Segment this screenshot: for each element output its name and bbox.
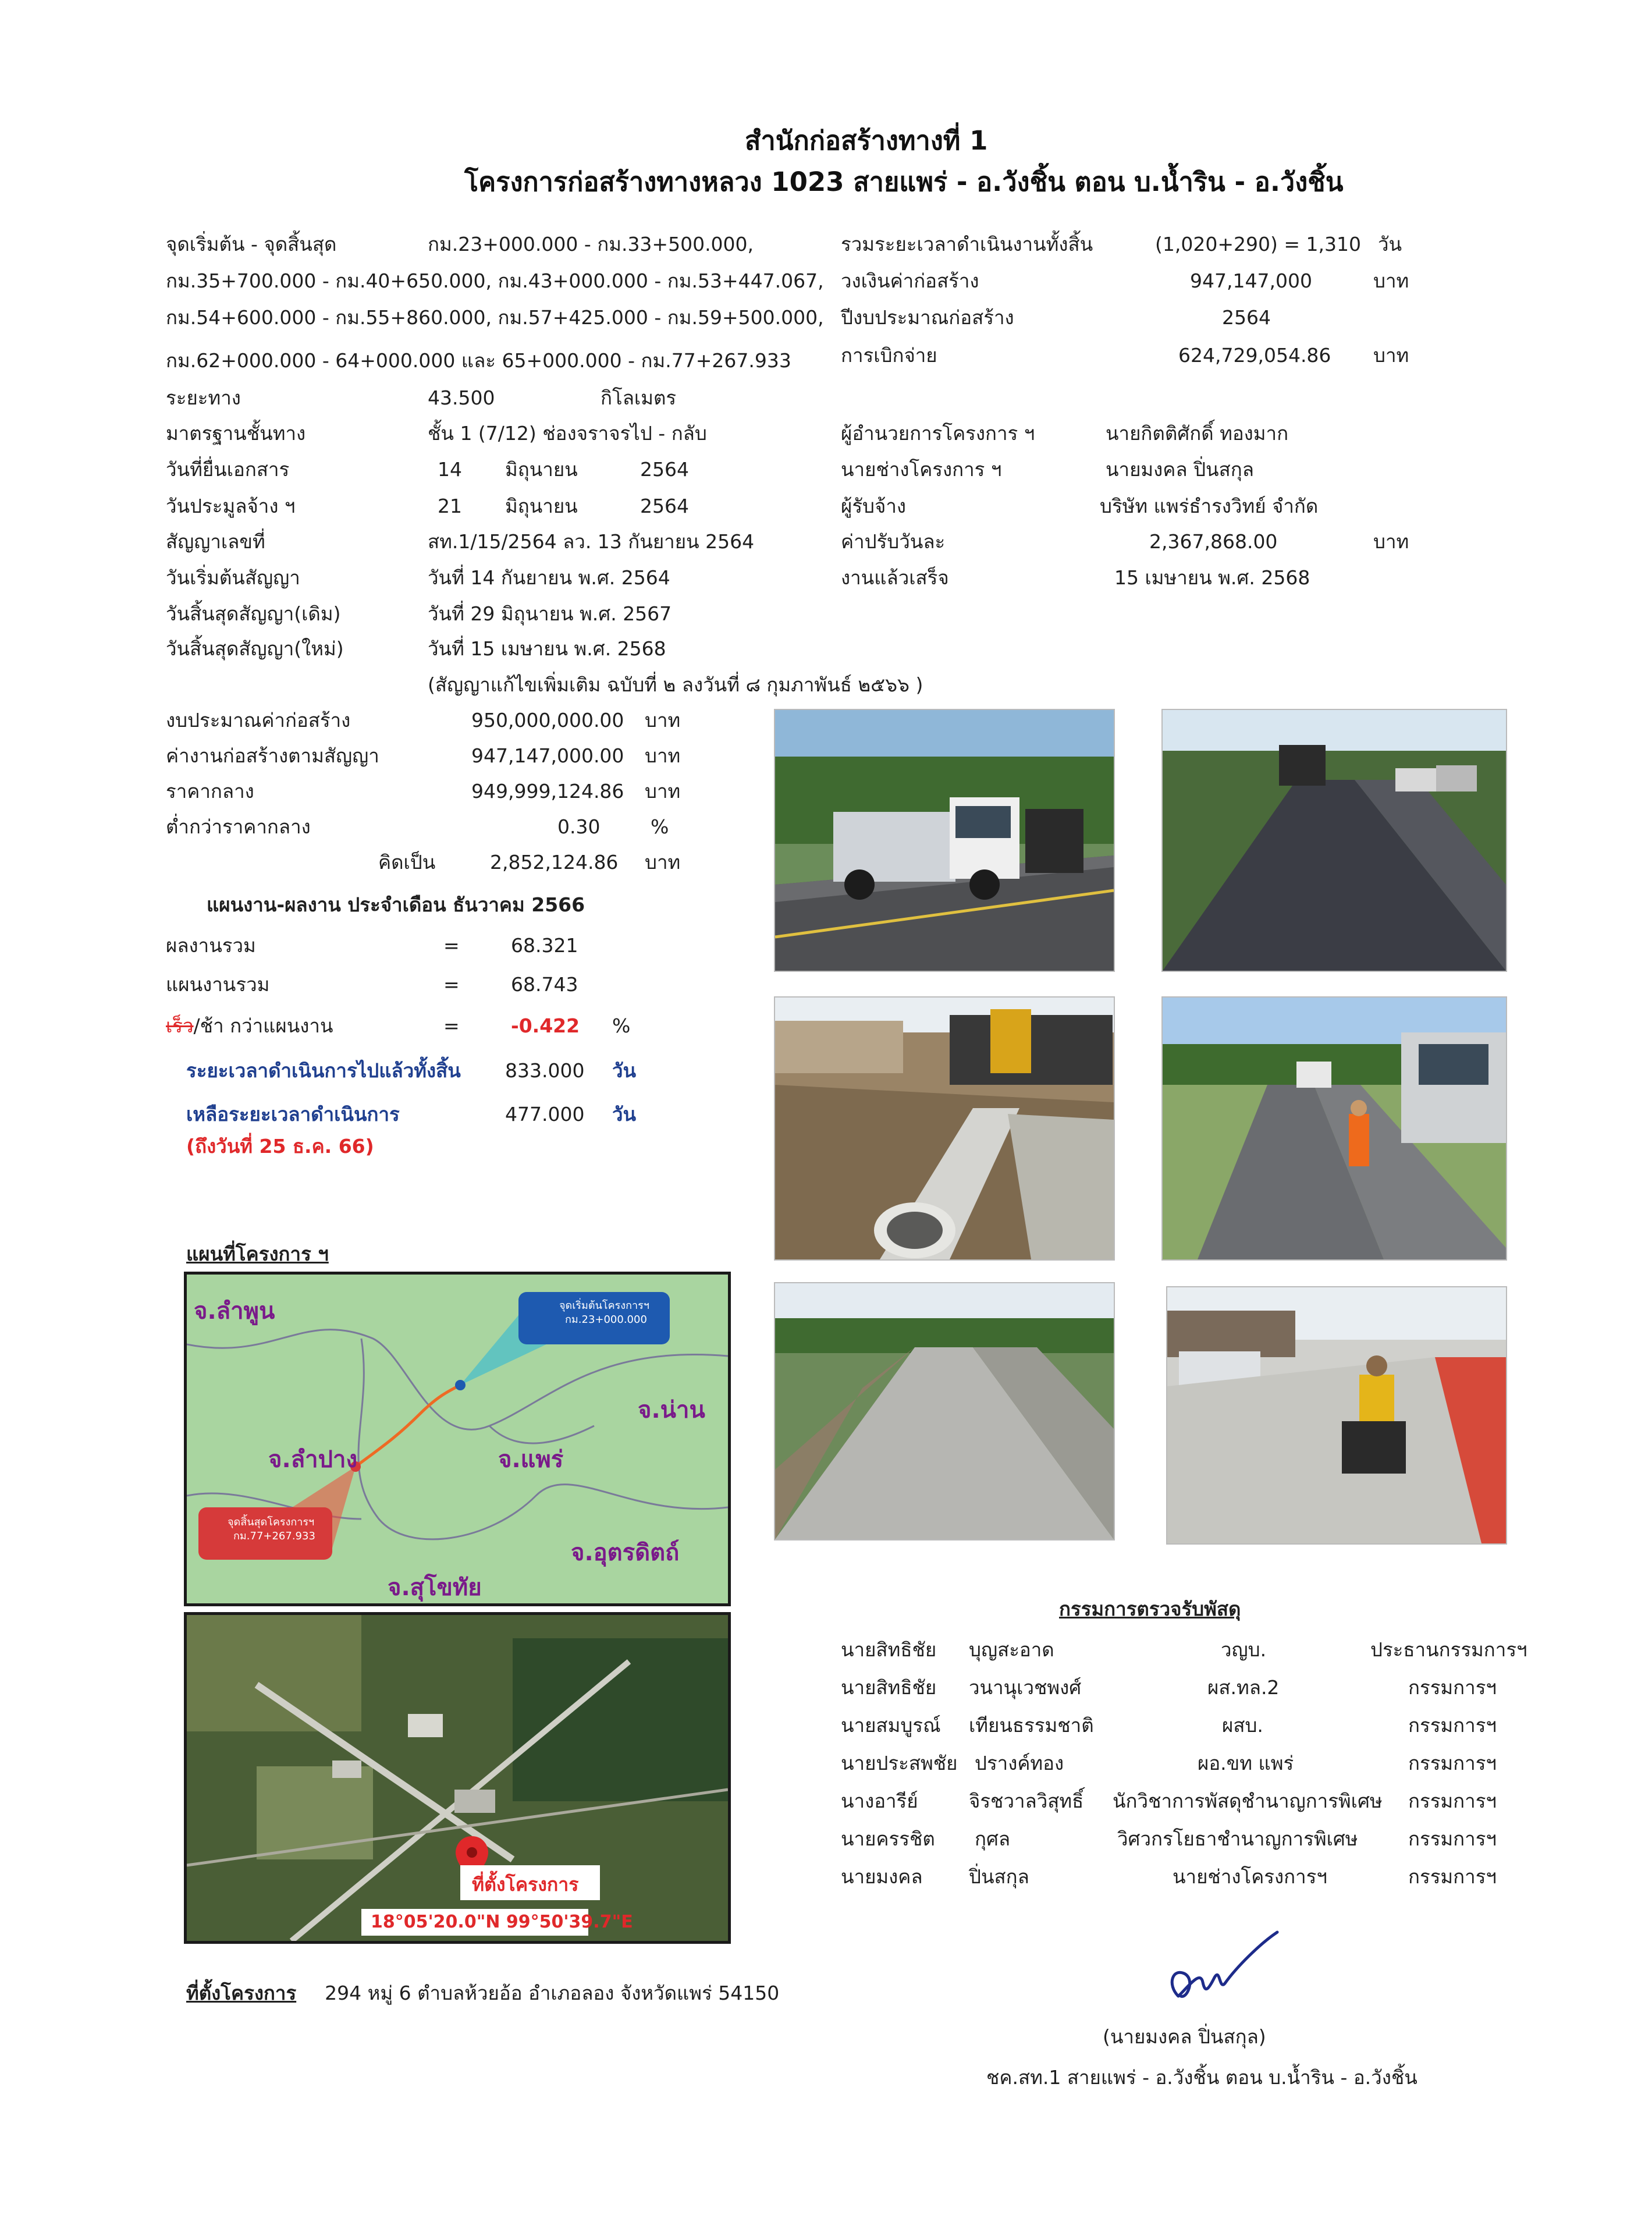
elapsed-label: ระยะเวลาดำเนินการไปแล้วทั้งสิ้น <box>186 1059 461 1082</box>
finance-contract-value: 947,147,000.00 <box>471 744 624 767</box>
member-position: นายช่างโครงการฯ <box>1173 1865 1327 1888</box>
finance-median-value: 949,999,124.86 <box>471 780 624 803</box>
total-time-unit: วัน <box>1378 233 1402 255</box>
standard-label: มาตรฐานชั้นทาง <box>166 422 306 445</box>
member-first-name: นายสิทธิชัย <box>841 1638 937 1661</box>
doc-date-label: วันที่ยื่นเอกสาร <box>166 458 290 481</box>
label-lamphun: จ.ลำพูน <box>194 1298 275 1325</box>
distance-value: 43.500 <box>428 386 495 409</box>
member-position: ผสบ. <box>1222 1714 1263 1737</box>
finance-contract-label: ค่างานก่อสร้างตามสัญญา <box>166 744 379 767</box>
finance-budget-value: 950,000,000.00 <box>471 709 624 732</box>
disbursement-unit: บาท <box>1373 344 1409 367</box>
label-lampang: จ.ลำปาง <box>268 1446 357 1473</box>
contractor-label: ผู้รับจ้าง <box>841 495 906 517</box>
photo-dump-trucks <box>774 709 1115 972</box>
finance-equivalent-value: 2,852,124.86 <box>490 851 619 874</box>
progress-title: แผนงาน-ผลงาน ประจำเดือน ธันวาคม 2566 <box>207 893 585 916</box>
fiscal-year-value: 2564 <box>1222 306 1271 329</box>
finish-label: งานแล้วเสร็จ <box>841 566 949 589</box>
member-role: กรรมการฯ <box>1408 1714 1497 1737</box>
contract-start-value: วันที่ 14 กันยายน พ.ศ. 2564 <box>428 566 670 589</box>
signature-mark <box>1149 1921 1289 2019</box>
contractor-value: บริษัท แพร่ธำรงวิทย์ จำกัด <box>1100 495 1319 517</box>
member-role: กรรมการฯ <box>1408 1865 1497 1888</box>
contract-no-label: สัญญาเลขที่ <box>166 530 265 553</box>
finance-median-label: ราคากลาง <box>166 780 254 803</box>
bid-date-day: 21 <box>438 495 462 517</box>
member-last-name: บุญสะอาด <box>969 1638 1054 1661</box>
location-label: ที่ตั้งโครงการ <box>186 1982 297 2004</box>
disbursement-value: 624,729,054.86 <box>1178 344 1331 367</box>
remaining-unit: วัน <box>612 1103 637 1126</box>
diff-label-row <box>166 1014 333 1038</box>
contract-end-new-value: วันที่ 15 เมษายน พ.ศ. 2568 <box>428 637 666 660</box>
diff-equals: = <box>443 1014 460 1037</box>
actual-equals: = <box>443 934 460 957</box>
diff-struck-word: เร็ว <box>166 1014 194 1037</box>
doc-date-month: มิถุนายน <box>505 458 578 481</box>
diff-value: -0.422 <box>511 1014 580 1037</box>
engineer-label: นายช่างโครงการ ฯ <box>841 458 1002 481</box>
amendment-note: (สัญญาแก้ไขเพิ่มเติม ฉบับที่ ๒ ลงวันที่ ๘ กุมภาพันธ์ ๒๕๖๖ ) <box>428 673 923 696</box>
distance-label: ระยะทาง <box>166 386 241 409</box>
plan-equals: = <box>443 973 460 996</box>
total-time-value: (1,020+290) = 1,310 <box>1155 233 1361 255</box>
total-time-label: รวมระยะเวลาดำเนินงานทั้งสิ้น <box>841 233 1093 255</box>
contract-no-value: สท.1/15/2564 ลว. 13 กันยายน 2564 <box>428 530 755 553</box>
diff-label: /ช้า กว่าแผนงาน <box>193 1014 333 1037</box>
finish-value: 15 เมษายน พ.ศ. 2568 <box>1114 566 1310 589</box>
member-position: วิศวกรโยธาชำนาญการพิเศษ <box>1117 1827 1358 1850</box>
label-nan: จ.น่าน <box>638 1397 705 1424</box>
contract-end-old-value: วันที่ 29 มิถุนายน พ.ศ. 2567 <box>428 602 672 625</box>
fine-unit: บาท <box>1373 530 1409 553</box>
site-label: ที่ตั้งโครงการ <box>472 1873 579 1896</box>
bid-date-year: 2564 <box>640 495 689 517</box>
member-first-name: นายสมบูรณ์ <box>841 1714 941 1737</box>
finance-equivalent-unit: บาท <box>645 851 681 874</box>
km-line-3: กม.54+600.000 - กม.55+860.000, กม.57+425.000 - กม.59+500.000, <box>166 306 824 329</box>
end-callout-km: กม.77+267.933 <box>233 1530 315 1542</box>
fine-label: ค่าปรับวันละ <box>841 530 946 553</box>
finance-below-label: ต่ำกว่าราคากลาง <box>166 815 311 838</box>
doc-date-year: 2564 <box>640 458 689 481</box>
signer-name: (นายมงคล ปิ่นสกุล) <box>1103 2025 1266 2048</box>
start-callout-km: กม.23+000.000 <box>565 1314 647 1326</box>
photo-concrete-road <box>774 1282 1115 1541</box>
member-last-name: จิรชวาลวิสุทธิ์ <box>969 1790 1084 1812</box>
budget-label: วงเงินค่าก่อสร้าง <box>841 269 979 292</box>
actual-label: ผลงานรวม <box>166 934 256 957</box>
site-coordinates: 18°05'20.0"N 99°50'39.7"E <box>371 1912 633 1932</box>
member-role: ประธานกรรมการฯ <box>1370 1638 1527 1661</box>
fiscal-year-label: ปีงบประมาณก่อสร้าง <box>841 306 1014 329</box>
budget-unit: บาท <box>1373 269 1409 292</box>
finance-below-unit: % <box>651 815 669 838</box>
km-line-4: กม.62+000.000 - 64+000.000 และ 65+000.000 - กม.77+267.933 <box>166 349 791 372</box>
member-position: ผส.ทล.2 <box>1207 1676 1280 1699</box>
member-position: นักวิชาการพัสดุชำนาญการพิเศษ <box>1113 1790 1383 1812</box>
member-first-name: นายครรชิต <box>841 1827 935 1850</box>
photo-road-workers <box>1161 996 1507 1261</box>
member-first-name: นายมงคล <box>841 1865 923 1888</box>
start-callout-title: จุดเริ่มต้นโครงการฯ <box>559 1300 649 1312</box>
actual-value: 68.321 <box>511 934 578 957</box>
elapsed-unit: วัน <box>612 1059 637 1082</box>
remaining-value: 477.000 <box>505 1103 585 1126</box>
label-sukhothai: จ.สุโขทัย <box>388 1574 482 1601</box>
member-first-name: นางอารีย์ <box>841 1790 918 1812</box>
member-last-name: ปิ่นสกุล <box>969 1865 1029 1888</box>
engineer-value: นายมงคล ปิ่นสกุล <box>1106 458 1254 481</box>
end-callout-title: จุดสิ้นสุดโครงการฯ <box>228 1516 315 1528</box>
member-position: วญบ. <box>1221 1638 1267 1661</box>
satellite-map <box>184 1612 731 1944</box>
finance-budget-label: งบประมาณค่าก่อสร้าง <box>166 709 351 732</box>
location-row <box>186 1982 779 2005</box>
finance-contract-unit: บาท <box>645 744 681 767</box>
fine-value: 2,367,868.00 <box>1149 530 1278 553</box>
disbursement-label: การเบิกจ่าย <box>841 344 937 367</box>
km-line-2: กม.35+700.000 - กม.40+650.000, กม.43+000.000 - กม.53+447.067, <box>166 269 824 292</box>
km-line-1: กม.23+000.000 - กม.33+500.000, <box>428 233 754 255</box>
member-role: กรรมการฯ <box>1408 1790 1497 1812</box>
distance-unit: กิโลเมตร <box>601 386 677 409</box>
contract-start-label: วันเริ่มต้นสัญญา <box>166 566 300 589</box>
member-role: กรรมการฯ <box>1408 1752 1497 1774</box>
signer-position: ชค.สท.1 สายแพร่ - อ.วังชิ้น ตอน บ.น้ำริน - อ.วังชิ้น <box>986 2066 1417 2089</box>
plan-label: แผนงานรวม <box>166 973 270 996</box>
plan-value: 68.743 <box>511 973 578 996</box>
photo-concrete-finishing <box>1166 1286 1507 1545</box>
committee-title: กรรมการตรวจรับพัสดุ <box>1059 1598 1241 1620</box>
photo-asphalt-road <box>1161 709 1507 972</box>
elapsed-value: 833.000 <box>505 1059 585 1082</box>
member-first-name: นายประสพชัย <box>841 1752 958 1774</box>
finance-equivalent-label: คิดเป็น <box>378 851 436 874</box>
diff-unit: % <box>612 1014 631 1037</box>
member-last-name: ปรางค์ทอง <box>975 1752 1064 1774</box>
photo-drainage-pipe <box>774 996 1115 1261</box>
standard-value: ชั้น 1 (7/12) ช่องจราจรไป - กลับ <box>428 422 707 445</box>
label-uttaradit: จ.อุตรดิตถ์ <box>571 1539 680 1566</box>
director-value: นายกิตติศักดิ์ ทองมาก <box>1106 422 1289 445</box>
finance-budget-unit: บาท <box>645 709 681 732</box>
contract-end-old-label: วันสิ้นสุดสัญญา(เดิม) <box>166 602 341 625</box>
office-title: สำนักก่อสร้างทางที่ 1 <box>745 125 988 156</box>
map-title: แผนที่โครงการ ฯ <box>186 1243 329 1265</box>
member-role: กรรมการฯ <box>1408 1827 1497 1850</box>
member-role: กรรมการฯ <box>1408 1676 1497 1699</box>
member-position: ผอ.ขท แพร่ <box>1198 1752 1294 1774</box>
member-last-name: วนานุเวชพงศ์ <box>969 1676 1082 1699</box>
director-label: ผู้อำนวยการโครงการ ฯ <box>841 422 1035 445</box>
region-map <box>184 1272 731 1606</box>
location-address: 294 หมู่ 6 ตำบลห้วยอ้อ อำเภอลอง จังหวัดแพร่ 54150 <box>325 1982 780 2004</box>
budget-value: 947,147,000 <box>1190 269 1312 292</box>
finance-below-value: 0.30 <box>557 815 601 838</box>
doc-date-day: 14 <box>438 458 462 481</box>
finance-median-unit: บาท <box>645 780 681 803</box>
remaining-label: เหลือระยะเวลาดำเนินการ <box>186 1103 400 1126</box>
member-last-name: กุศล <box>975 1827 1011 1850</box>
project-title: โครงการก่อสร้างทางหลวง 1023 สายแพร่ - อ.วังชิ้น ตอน บ.น้ำริน - อ.วังชิ้น <box>464 166 1344 197</box>
contract-end-new-label: วันสิ้นสุดสัญญา(ใหม่) <box>166 637 344 660</box>
as-of-date: (ถึงวันที่ 25 ธ.ค. 66) <box>186 1135 374 1158</box>
member-first-name: นายสิทธิชัย <box>841 1676 937 1699</box>
member-last-name: เทียนธรรมชาติ <box>969 1714 1094 1737</box>
bid-date-month: มิถุนายน <box>505 495 578 517</box>
start-end-label: จุดเริ่มต้น - จุดสิ้นสุด <box>166 233 337 255</box>
bid-date-label: วันประมูลจ้าง ฯ <box>166 495 296 517</box>
label-phrae: จ.แพร่ <box>498 1446 564 1473</box>
